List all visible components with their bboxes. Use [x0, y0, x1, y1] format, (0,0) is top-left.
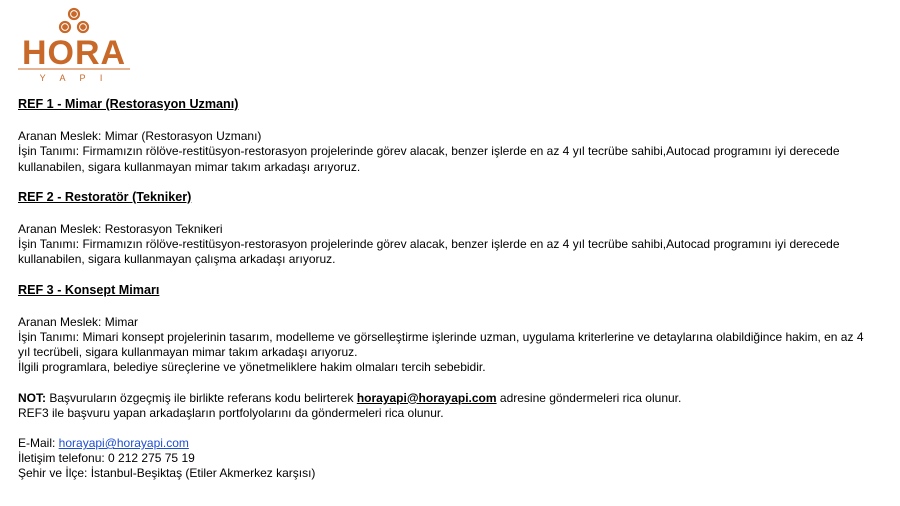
- hora-yapi-logo: [12, 6, 136, 86]
- contact-location: Şehir ve İlçe: İstanbul-Beşiktaş (Etiler Akmerkez karşısı): [18, 466, 316, 481]
- contact-email-link[interactable]: horayapi@horayapi.com: [58, 436, 189, 451]
- job-profession: Aranan Meslek: Mimar: [18, 314, 139, 329]
- email-label: E-Mail:: [18, 436, 59, 451]
- job-description: İşin Tanımı: Firmamızın rölöve-restitüsyon-restorasyon projelerinde görev alacak, benzer işlerde en az 4 yıl tecrübe sahibi,Autocad programını iyi derecede: [18, 237, 840, 252]
- job-description-cont: kullanabilen, sigara kullanmayan mimar takım arkadaşı arıyoruz.: [18, 159, 361, 174]
- note-email-link[interactable]: horayapi@horayapi.com: [356, 390, 497, 405]
- job-title: REF 3 - Konsept Mimarı: [18, 282, 160, 297]
- logo-ornament-icon: [60, 9, 88, 32]
- job-title: REF 1 - Mimar (Restorasyon Uzmanı): [18, 97, 239, 111]
- logo-sub: Y A P I: [39, 73, 109, 83]
- contact-phone: İletişim telefonu: 0 212 275 75 19: [18, 451, 195, 466]
- job-description: İşin Tanımı: Mimari konsept projelerinin tasarım, modelleme ve görselleştirme işlerinde uzman, uygulama kriterlerine ve detaylarına olabildiğince hakim, en az 4: [18, 330, 864, 345]
- job-profession: Aranan Meslek: Mimar (Restorasyon Uzmanı): [18, 129, 262, 144]
- application-note: [18, 391, 890, 421]
- note-label: NOT:: [18, 390, 46, 405]
- job-description-cont: kullanabilen, sigara kullanmayan çalışma arkadaşı arıyoruz.: [18, 252, 336, 267]
- job-title: REF 2 - Restoratör (Tekniker): [18, 189, 192, 204]
- job-description-cont: yıl tecrübeli, sigara kullanmayan mimar takım arkadaşı arıyoruz.: [18, 345, 358, 360]
- note-text-after: adresine göndermeleri rica olunur.: [496, 390, 682, 405]
- job-listings: [18, 97, 890, 482]
- note-text: Başvuruların özgeçmiş ile birlikte referans kodu belirterek: [46, 390, 357, 405]
- note-portfolio: REF3 ile başvuru yapan arkadaşların portfolyolarını da göndermeleri rica olunur.: [18, 405, 444, 420]
- job-description-extra: İlgili programlara, belediye süreçlerine ve yönetmeliklere hakim olmaları tercih sebebidir.: [18, 360, 486, 375]
- job-ref-3: [18, 283, 890, 376]
- job-profession: Aranan Meslek: Restorasyon Teknikeri: [18, 222, 223, 237]
- job-ref-2: [18, 190, 890, 268]
- contact-info: [18, 436, 890, 482]
- logo-word: HORA: [21, 34, 127, 72]
- job-ref-1: [18, 97, 890, 175]
- job-description: İşin Tanımı: Firmamızın rölöve-restitüsyon-restorasyon projelerinde görev alacak, benzer işlerde en az 4 yıl tecrübe sahibi,Autocad programını iyi derecede: [18, 144, 840, 159]
